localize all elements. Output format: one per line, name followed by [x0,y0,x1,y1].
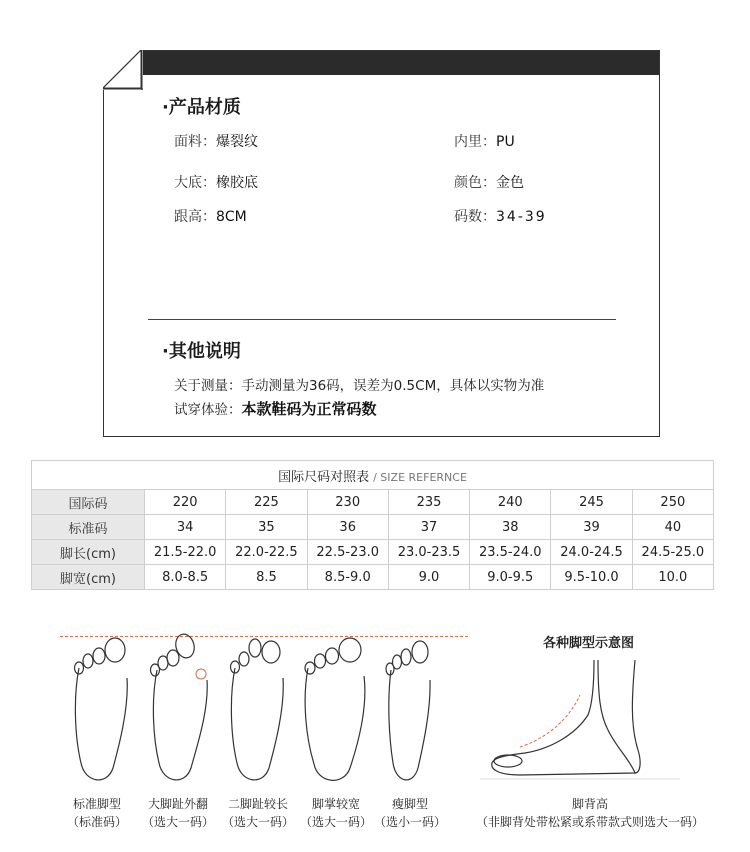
table-cell: 21.5-22.0 [145,540,226,565]
table-cell: 36 [307,515,388,540]
table-cell: 220 [145,490,226,515]
row-header: 脚宽(cm) [32,565,145,590]
slim-foot-icon [375,628,445,788]
fit-note: 试穿体验：本款鞋码为正常码数 [174,400,377,418]
folded-corner-icon [103,50,143,90]
size-reference-table [31,460,714,590]
table-cell: 24.5-25.0 [632,540,713,565]
bunion-foot-icon [145,628,215,788]
table-cell: 39 [551,515,632,540]
instep-height-icon [480,655,680,785]
table-row [32,565,714,590]
table-cell: 9.0 [388,565,469,590]
other-section-title: ·其他说明 [162,341,241,362]
table-cell: 38 [470,515,551,540]
section-divider [148,319,616,320]
table-row [32,515,714,540]
table-cell: 9.0-9.5 [470,565,551,590]
diagram-title: 各种脚型示意图 [543,636,635,651]
table-cell: 10.0 [632,565,713,590]
standard-foot-icon [67,628,137,788]
table-cell: 245 [551,490,632,515]
measure-note: 关于测量：手动测量为36码，误差为0.5CM，具体以实物为准 [174,378,545,394]
spec-lining: 内里：PU [454,134,515,150]
spec-fabric: 面料：爆裂纹 [174,134,258,150]
spec-color: 颜色：金色 [454,175,524,191]
table-cell: 34 [145,515,226,540]
spec-heel-height: 跟高：8CM [174,209,247,225]
table-cell: 225 [226,490,307,515]
spec-size-range: 码数：34-39 [454,209,547,225]
table-cell: 40 [632,515,713,540]
spec-sole: 大底：橡胶底 [174,175,258,191]
row-header: 脚长(cm) [32,540,145,565]
table-cell: 240 [470,490,551,515]
table-cell: 24.0-24.5 [551,540,632,565]
row-header: 国际码 [32,490,145,515]
foot-type-wide: 脚掌较宽 （选大一码） [299,797,372,829]
table-row [32,490,714,515]
card-header-bar [142,51,659,75]
table-cell: 35 [226,515,307,540]
table-cell: 9.5-10.0 [551,565,632,590]
table-cell: 8.5 [226,565,307,590]
product-info-card [103,50,660,437]
table-caption: 国际尺码对照表 / SIZE REFERNCE [32,461,714,490]
foot-type-bunion: 大脚趾外翻 （选大一码） [141,797,214,829]
table-cell: 22.0-22.5 [226,540,307,565]
row-header: 标准码 [32,515,145,540]
foot-type-slim: 瘦脚型 （选小一码） [373,797,446,829]
table-caption-row [32,461,714,490]
table-row [32,540,714,565]
long-second-toe-foot-icon [223,628,293,788]
table-cell: 23.0-23.5 [388,540,469,565]
table-cell: 235 [388,490,469,515]
foot-type-long-second-toe: 二脚趾较长 （选大一码） [221,797,294,829]
table-cell: 23.5-24.0 [470,540,551,565]
wide-foot-icon [300,628,370,788]
table-cell: 8.5-9.0 [307,565,388,590]
table-cell: 250 [632,490,713,515]
material-section-title: ·产品材质 [162,97,241,118]
table-cell: 8.0-8.5 [145,565,226,590]
table-cell: 230 [307,490,388,515]
foot-type-standard: 标准脚型 （标准码） [66,797,127,829]
table-cell: 37 [388,515,469,540]
instep-height-label: 脚背高 （非脚背处带松紧或系带款式则选大一码） [475,797,704,829]
table-cell: 22.5-23.0 [307,540,388,565]
